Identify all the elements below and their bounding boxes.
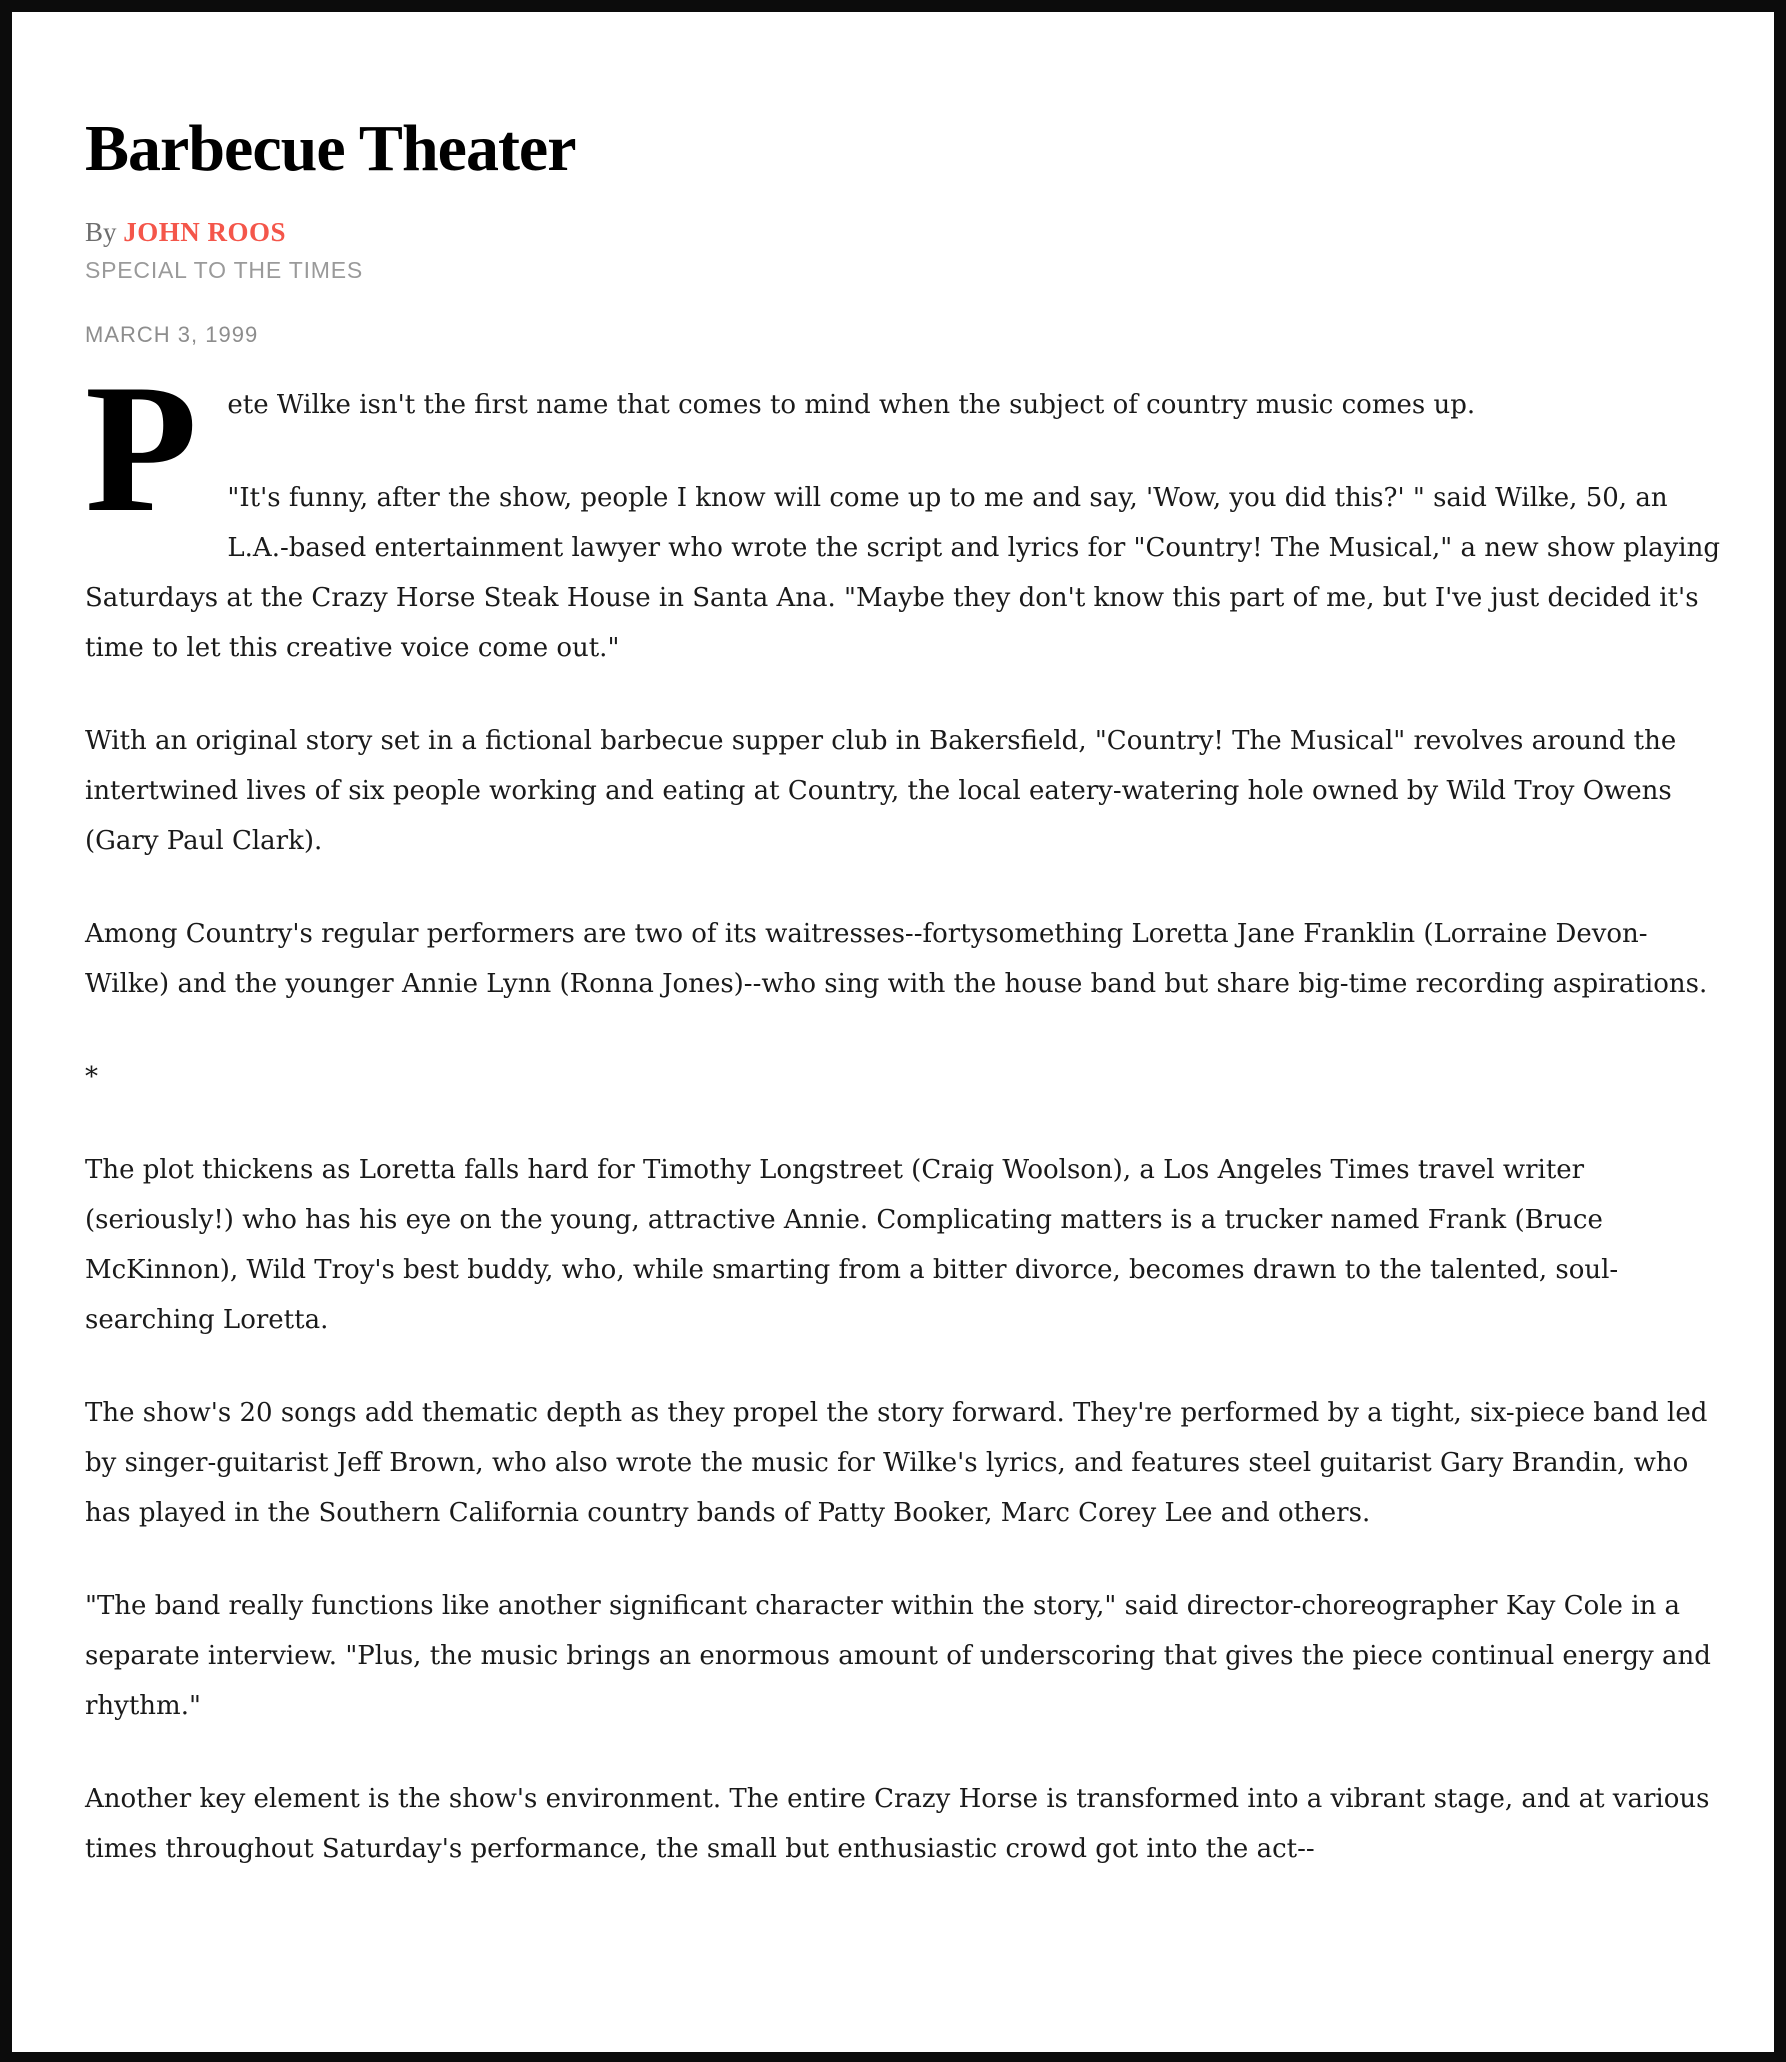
paragraph: Another key element is the show's environment. The entire Crazy Horse is transformed into a vibrant stage, and at various times throughout Saturday's performance, the small but enthusiastic crowd got into the act-- [85, 1783, 1710, 1864]
article-date: MARCH 3, 1999 [85, 321, 259, 347]
paragraph: Among Country's regular performers are two of its waitresses--fortysomething Loretta Jane Franklin (Lorraine Devon-Wilke) and the younger Annie Lynn (Ronna Jones)--who sing with the house band but share big-time recording aspirations. [85, 918, 1708, 999]
byline [85, 218, 1723, 248]
paragraph: "The band really functions like another significant character within the story," said director-choreographer Kay Cole in a separate interview. "Plus, the music brings an enormous amount of underscoring that gives the piece continual energy and rhythm." [85, 1590, 1711, 1721]
byline-prefix: By [85, 217, 117, 247]
paragraph: With an original story set in a fictional barbecue supper club in Bakersfield, "Country! The Musical" revolves around the intertwined lives of six people working and eating at Country, the local eatery-watering hole owned by Wild Troy Owens (Gary Paul Clark). [85, 725, 1677, 856]
article-body [85, 345, 1723, 1874]
paragraph: The plot thickens as Loretta falls hard for Timothy Longstreet (Craig Woolson), a Los Angeles Times travel writer (seriously!) who has his eye on the young, attractive Annie. Complicating matters is a trucker named Frank (Bruce McKinnon), Wild Troy's best buddy, who, while smarting from a bitter divorce, becomes drawn to the talented, soul-searching Loretta. [85, 1154, 1619, 1335]
author-link[interactable]: JOHN ROOS [123, 217, 287, 247]
dropcap-letter: P [85, 345, 198, 550]
paragraph-lead [85, 345, 1723, 550]
paragraph-text: ete Wilke isn't the first name that comes to mind when the subject of country music comes up. [227, 389, 1476, 420]
article-content [12, 12, 1774, 1874]
section-separator: * [85, 1061, 98, 1092]
author-role: SPECIAL TO THE TIMES [85, 256, 364, 283]
paragraph: "It's funny, after the show, people I know will come up to me and say, 'Wow, you did this?' " said Wilke, 50, an L.A.-based entertainment lawyer who wrote the script and lyrics for "Country! The Musical," a new show playing Saturdays at the Crazy Horse Steak House in Santa Ana. "Maybe they don't know this part of me, but I've just decided it's time to let this creative voice come out." [85, 482, 1720, 663]
page-title: Barbecue Theater [85, 112, 576, 185]
paragraph: The show's 20 songs add thematic depth as they propel the story forward. They're performed by a tight, six-piece band led by singer-guitarist Jeff Brown, who also wrote the music for Wilke's lyrics, and features steel guitarist Gary Brandin, who has played in the Southern California country bands of Patty Booker, Marc Corey Lee and others. [85, 1397, 1708, 1528]
